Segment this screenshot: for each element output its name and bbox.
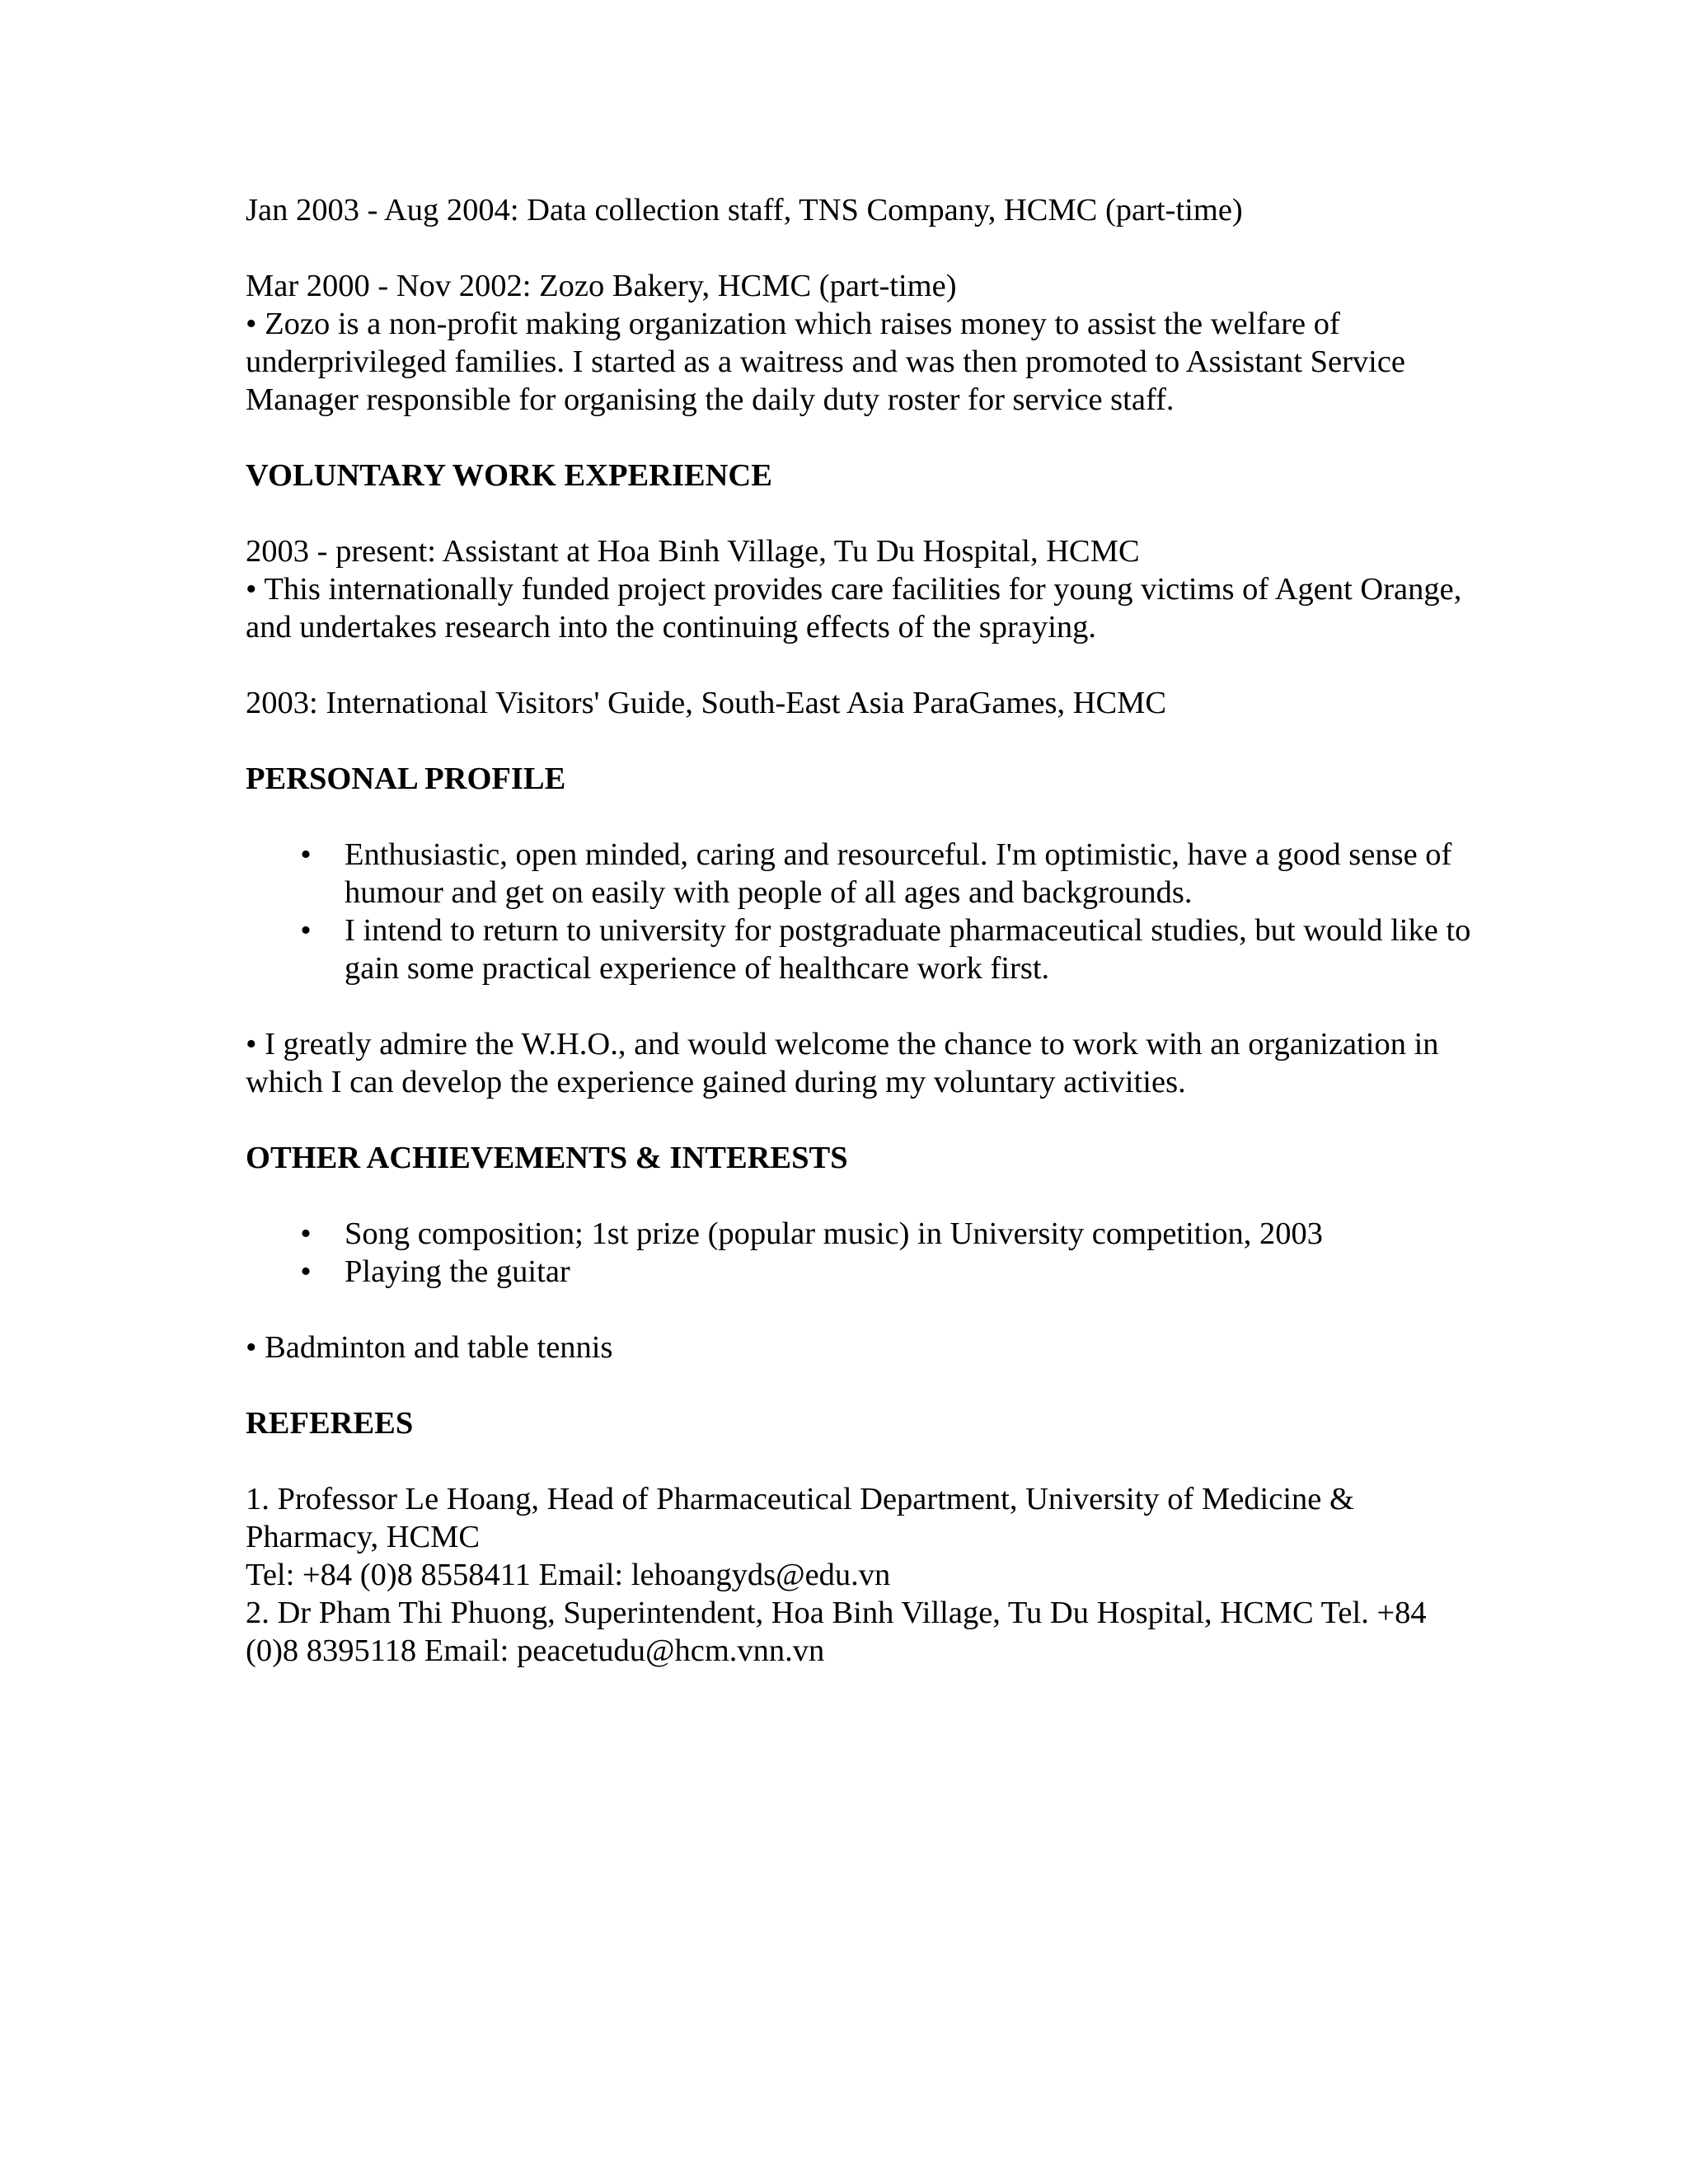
achievements-list: [246, 1215, 1474, 1291]
employment-zozo-detail: • Zozo is a non-profit making organization which raises money to assist the welfare of underprivileged families. I started as a waitress and was then promoted to Assistant Service Manager responsible for organising the daily duty roster for service staff.: [246, 307, 1406, 417]
list-item: [246, 836, 1474, 912]
document-body: [246, 191, 1474, 1670]
profile-heading: PERSONAL PROFILE: [246, 762, 566, 796]
bullet-icon: •: [300, 837, 312, 872]
profile-item-text: I intend to return to university for postgraduate pharmaceutical studies, but would like to gain some practical experience of healthcare work first.: [345, 913, 1471, 986]
achievements-extra: • Badminton and table tennis: [246, 1330, 613, 1365]
referee-1-contact: Tel: +84 (0)8 8558411 Email: lehoangyds@edu.vn: [246, 1558, 891, 1592]
referee-2-details: 2. Dr Pham Thi Phuong, Superintendent, Hoa Binh Village, Tu Du Hospital, HCMC Tel. +84 (0)8 8395118 Email: peacetudu@hcm.vnn.vn: [246, 1596, 1427, 1668]
bullet-icon: •: [300, 1216, 312, 1251]
voluntary-hoa-binh-title: 2003 - present: Assistant at Hoa Binh Village, Tu Du Hospital, HCMC: [246, 534, 1140, 569]
referees-heading: REFEREES: [246, 1406, 414, 1441]
profile-who-statement: • I greatly admire the W.H.O., and would welcome the chance to work with an organization in which I can develop the experience gained during my voluntary activities.: [246, 1027, 1439, 1099]
list-item: [246, 1215, 1474, 1253]
profile-item-text: Enthusiastic, open minded, caring and resourceful. I'm optimistic, have a good sense of humour and get on easily with people of all ages and backgrounds.: [345, 837, 1452, 910]
employment-tns: Jan 2003 - Aug 2004: Data collection staff, TNS Company, HCMC (part-time): [246, 193, 1243, 227]
achievements-heading: OTHER ACHIEVEMENTS & INTERESTS: [246, 1141, 848, 1175]
bullet-icon: •: [300, 913, 312, 948]
achievement-item-text: Playing the guitar: [345, 1254, 570, 1289]
achievement-item-text: Song composition; 1st prize (popular music) in University competition, 2003: [345, 1216, 1323, 1251]
voluntary-hoa-binh-detail: • This internationally funded project provides care facilities for young victims of Agent Orange, and undertakes research into the continuing effects of the spraying.: [246, 572, 1462, 644]
profile-list: [246, 836, 1474, 987]
list-item: [246, 912, 1474, 987]
voluntary-heading: VOLUNTARY WORK EXPERIENCE: [246, 458, 772, 493]
employment-zozo-title: Mar 2000 - Nov 2002: Zozo Bakery, HCMC (part-time): [246, 269, 957, 303]
bullet-icon: •: [300, 1254, 312, 1289]
voluntary-paragames: 2003: International Visitors' Guide, South-East Asia ParaGames, HCMC: [246, 686, 1167, 720]
list-item: [246, 1253, 1474, 1291]
referee-1-details: 1. Professor Le Hoang, Head of Pharmaceutical Department, University of Medicine & Pharmacy, HCMC: [246, 1482, 1354, 1554]
